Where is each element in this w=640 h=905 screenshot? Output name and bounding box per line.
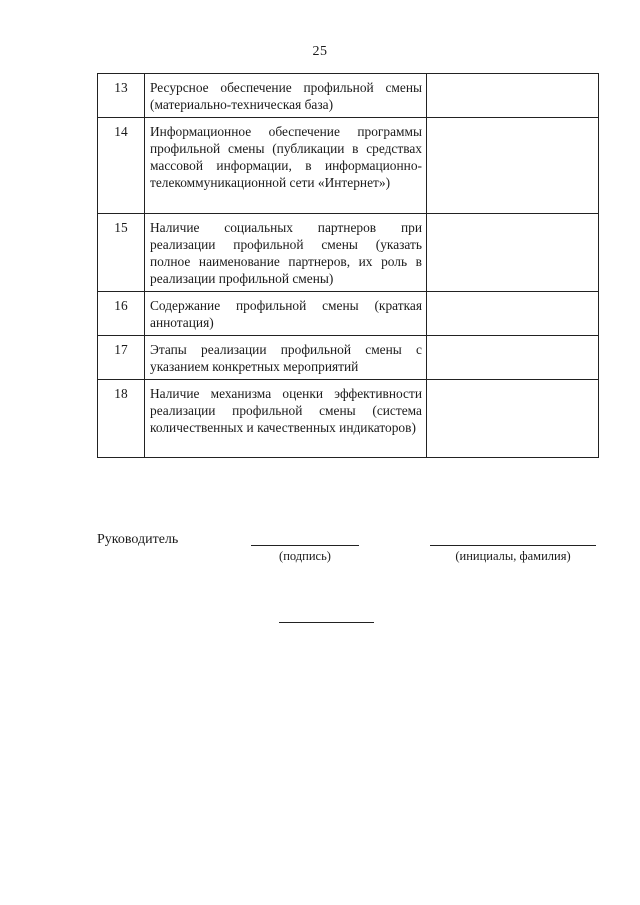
table-row bbox=[98, 336, 599, 380]
row-description-text: Ресурсное обеспечение профильной смены (материально-техническая база) bbox=[150, 80, 422, 112]
row-number: 14 bbox=[98, 118, 145, 214]
table-row bbox=[98, 74, 599, 118]
table-row bbox=[98, 380, 599, 458]
signature-caption: (подпись) bbox=[279, 549, 331, 563]
end-divider bbox=[279, 622, 374, 623]
row-value-cell bbox=[427, 118, 599, 214]
row-description-text: Наличие социальных партнеров при реализации профильной смены (указать полное наименование партнеров, их роль в реализации профильной смены) bbox=[150, 220, 422, 286]
table-row bbox=[98, 292, 599, 336]
row-value-cell bbox=[427, 292, 599, 336]
table-row bbox=[98, 118, 599, 214]
row-description bbox=[145, 118, 427, 214]
form-table bbox=[97, 73, 599, 458]
signer-label: Руководитель bbox=[97, 532, 179, 547]
row-value-cell bbox=[427, 336, 599, 380]
row-value-cell bbox=[427, 74, 599, 118]
name-line bbox=[430, 545, 596, 546]
row-description bbox=[145, 380, 427, 458]
form-table-body bbox=[98, 74, 599, 458]
signature-line bbox=[251, 545, 359, 546]
row-description bbox=[145, 292, 427, 336]
name-caption: (инициалы, фамилия) bbox=[455, 549, 571, 563]
row-number: 18 bbox=[98, 380, 145, 458]
row-description-text: Информационное обеспечение программы профильной смены (публикации в средствах массовой информации, в информационно-телекоммуникационной сети «Интернет») bbox=[150, 124, 422, 190]
row-description bbox=[145, 74, 427, 118]
row-value-cell bbox=[427, 214, 599, 292]
page-number: 25 bbox=[312, 44, 328, 59]
row-number: 17 bbox=[98, 336, 145, 380]
row-description-text: Содержание профильной смены (краткая аннотация) bbox=[150, 298, 422, 330]
row-number: 13 bbox=[98, 74, 145, 118]
row-description-text: Наличие механизма оценки эффективности реализации профильной смены (система количественных и качественных индикаторов) bbox=[150, 386, 422, 435]
row-description-text: Этапы реализации профильной смены с указанием конкретных мероприятий bbox=[150, 342, 422, 374]
row-value-cell bbox=[427, 380, 599, 458]
row-description bbox=[145, 214, 427, 292]
signature-block bbox=[97, 530, 607, 580]
row-number: 16 bbox=[98, 292, 145, 336]
table-row bbox=[98, 214, 599, 292]
row-description bbox=[145, 336, 427, 380]
row-number: 15 bbox=[98, 214, 145, 292]
